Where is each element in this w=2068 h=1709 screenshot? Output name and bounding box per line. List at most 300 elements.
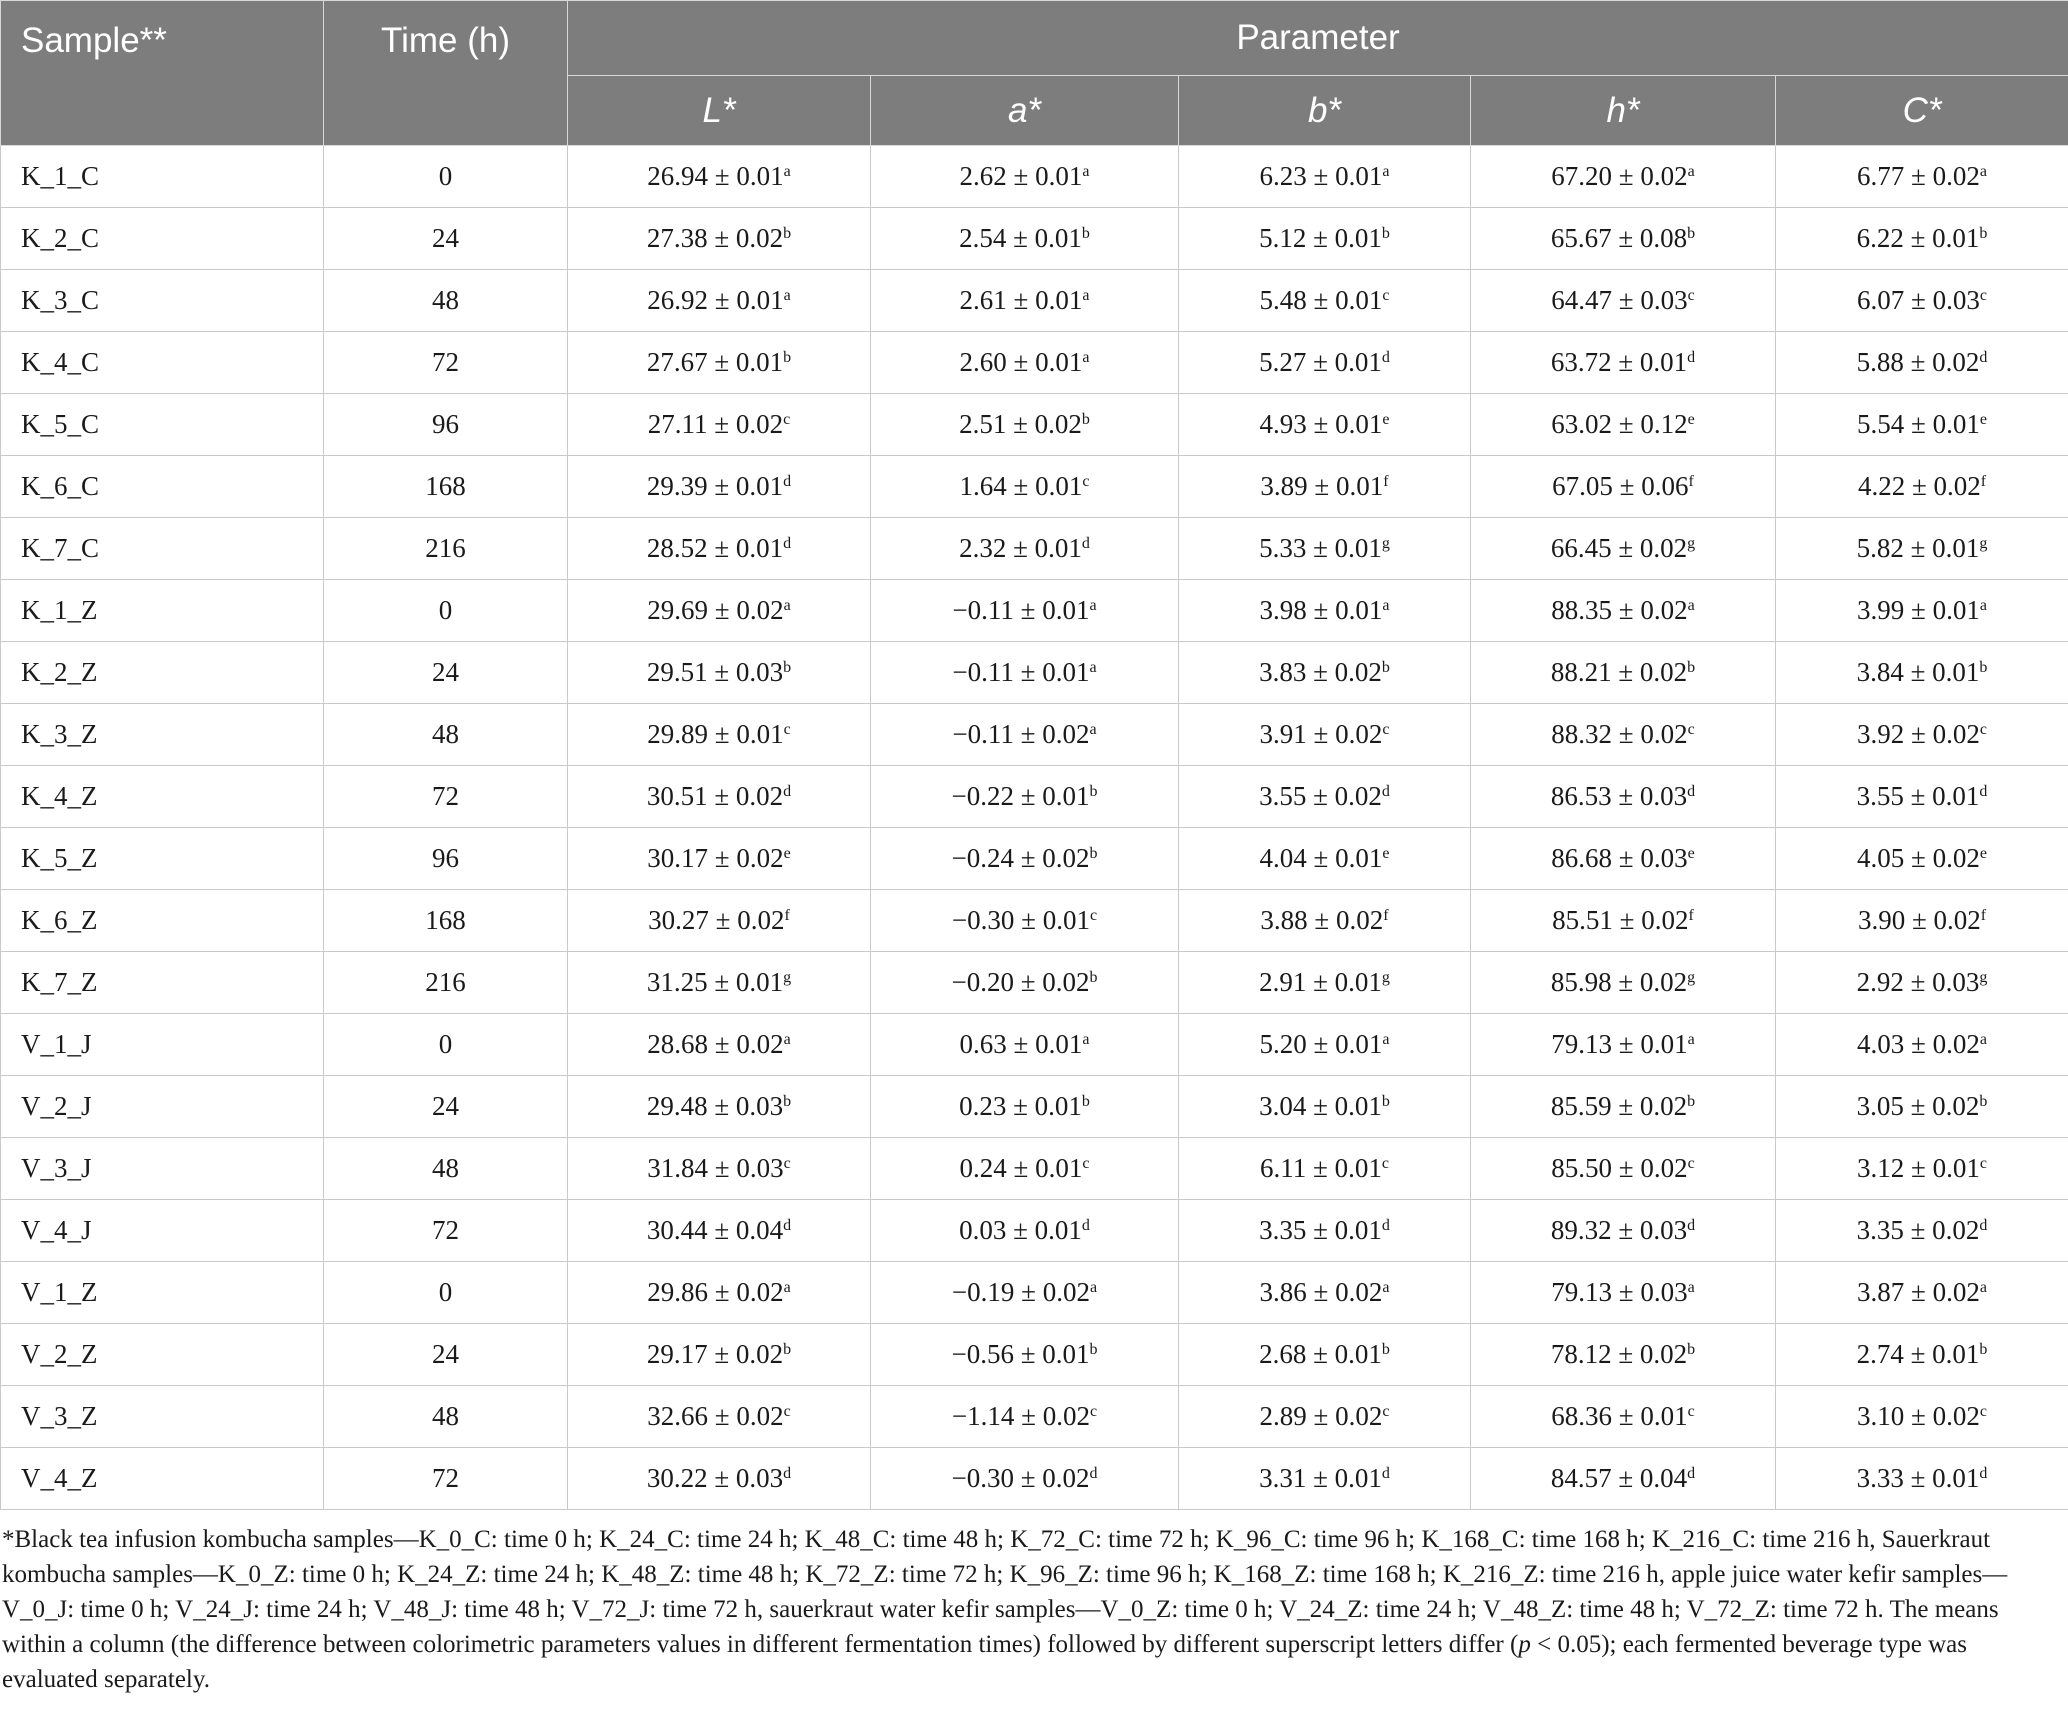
value-cell-a (871, 1014, 1179, 1076)
value-cell-h (1471, 1014, 1776, 1076)
value-text: 3.04 ± 0.01 (1259, 1091, 1382, 1121)
parameter-header-L: L* (568, 76, 871, 146)
value-cell-h (1471, 1076, 1776, 1138)
value-text: 67.05 ± 0.06 (1552, 471, 1689, 501)
significance-letter: d (1687, 1217, 1696, 1234)
table-row (1, 456, 2068, 518)
value-cell-b (1179, 952, 1471, 1014)
time-cell: 72 (324, 1448, 568, 1510)
footnote-p-symbol: p (1518, 1631, 1531, 1658)
value-text: −0.30 ± 0.02 (951, 1463, 1090, 1493)
value-text: 3.35 ± 0.01 (1259, 1215, 1382, 1245)
value-text: 63.02 ± 0.12 (1551, 409, 1688, 439)
value-cell-L (568, 1200, 871, 1262)
significance-letter: b (1687, 659, 1696, 676)
sample-cell: K_6_C (1, 456, 324, 518)
value-cell-a (871, 1324, 1179, 1386)
value-text: 29.48 ± 0.03 (646, 1091, 784, 1121)
sample-cell: V_2_J (1, 1076, 324, 1138)
value-cell-L (568, 1262, 871, 1324)
value-cell-C (1776, 456, 2068, 518)
significance-letter: b (1381, 225, 1390, 242)
value-text: 31.84 ± 0.03 (647, 1153, 784, 1183)
value-cell-b (1179, 1386, 1471, 1448)
value-cell-h (1471, 394, 1776, 456)
value-cell-b (1179, 766, 1471, 828)
significance-letter: g (1381, 535, 1390, 552)
value-text: 2.32 ± 0.01 (959, 533, 1082, 563)
value-cell-h (1471, 642, 1776, 704)
sample-cell: V_3_J (1, 1138, 324, 1200)
value-cell-C (1776, 704, 2068, 766)
value-cell-h (1471, 1262, 1776, 1324)
value-text: 86.68 ± 0.03 (1551, 843, 1688, 873)
value-cell-b (1179, 456, 1471, 518)
table-row (1, 580, 2068, 642)
value-text: 29.86 ± 0.02 (647, 1277, 784, 1307)
value-cell-h (1471, 704, 1776, 766)
value-cell-a (871, 952, 1179, 1014)
table-row (1, 1262, 2068, 1324)
significance-letter: a (783, 163, 791, 180)
parameter-header-C: C* (1776, 76, 2068, 146)
value-cell-b (1179, 1076, 1471, 1138)
significance-letter: c (1979, 1403, 1987, 1420)
significance-letter: g (1979, 969, 1988, 986)
value-text: 30.44 ± 0.04 (646, 1215, 784, 1245)
value-text: 2.92 ± 0.03 (1856, 967, 1980, 997)
sample-cell: K_3_C (1, 270, 324, 332)
value-text: 30.22 ± 0.03 (646, 1463, 784, 1493)
value-text: 2.89 ± 0.02 (1259, 1401, 1383, 1431)
value-text: 4.03 ± 0.02 (1857, 1029, 1980, 1059)
value-cell-L (568, 1448, 871, 1510)
value-cell-C (1776, 952, 2068, 1014)
significance-letter: c (783, 1155, 791, 1172)
value-cell-L (568, 580, 871, 642)
value-cell-a (871, 146, 1179, 208)
significance-letter: d (1687, 1465, 1696, 1482)
value-cell-L (568, 890, 871, 952)
sample-cell: K_7_Z (1, 952, 324, 1014)
parameter-group-header: Parameter (568, 1, 2068, 76)
significance-letter: b (783, 1341, 792, 1358)
time-cell: 216 (324, 518, 568, 580)
value-text: 3.88 ± 0.02 (1260, 905, 1384, 935)
significance-letter: a (783, 1279, 791, 1296)
significance-letter: f (1980, 907, 1987, 924)
value-text: 3.87 ± 0.02 (1857, 1277, 1980, 1307)
value-cell-C (1776, 394, 2068, 456)
time-cell: 48 (324, 704, 568, 766)
significance-letter: e (1382, 845, 1390, 862)
value-cell-a (871, 1200, 1179, 1262)
value-text: 0.63 ± 0.01 (959, 1029, 1083, 1059)
value-text: 26.92 ± 0.01 (647, 285, 784, 315)
significance-letter: c (1082, 1155, 1090, 1172)
time-cell: 0 (324, 1262, 568, 1324)
value-cell-L (568, 1324, 871, 1386)
significance-letter: b (1381, 659, 1390, 676)
significance-letter: c (1382, 287, 1390, 304)
value-text: 3.90 ± 0.02 (1857, 905, 1981, 935)
table-row (1, 642, 2068, 704)
time-cell: 48 (324, 270, 568, 332)
value-text: 29.69 ± 0.02 (647, 595, 784, 625)
value-text: 3.91 ± 0.02 (1259, 719, 1383, 749)
value-cell-b (1179, 1324, 1471, 1386)
significance-letter: b (1979, 1093, 1988, 1110)
value-cell-C (1776, 1138, 2068, 1200)
value-cell-b (1179, 332, 1471, 394)
value-cell-h (1471, 456, 1776, 518)
significance-letter: d (1081, 1217, 1090, 1234)
value-text: 3.31 ± 0.01 (1259, 1463, 1382, 1493)
value-text: −0.22 ± 0.01 (951, 781, 1090, 811)
value-cell-C (1776, 1014, 2068, 1076)
significance-letter: a (1089, 1279, 1098, 1296)
significance-letter: a (783, 1031, 791, 1048)
significance-letter: b (783, 349, 792, 366)
value-text: 5.48 ± 0.01 (1259, 285, 1383, 315)
sample-column-header: Sample** (1, 1, 324, 146)
time-cell: 72 (324, 766, 568, 828)
value-text: 85.50 ± 0.02 (1551, 1153, 1688, 1183)
value-text: 6.07 ± 0.03 (1857, 285, 1980, 315)
value-text: 3.84 ± 0.01 (1856, 657, 1980, 687)
significance-letter: a (1687, 597, 1695, 614)
value-text: 89.32 ± 0.03 (1550, 1215, 1688, 1245)
value-text: 29.39 ± 0.01 (646, 471, 784, 501)
time-cell: 48 (324, 1138, 568, 1200)
value-text: 63.72 ± 0.01 (1550, 347, 1688, 377)
value-text: 0.24 ± 0.01 (959, 1153, 1083, 1183)
value-cell-h (1471, 1324, 1776, 1386)
significance-letter: a (783, 287, 791, 304)
significance-letter: b (783, 225, 792, 242)
significance-letter: d (1081, 535, 1090, 552)
value-cell-a (871, 580, 1179, 642)
value-cell-b (1179, 580, 1471, 642)
value-cell-h (1471, 1138, 1776, 1200)
value-text: −0.11 ± 0.01 (952, 595, 1090, 625)
value-cell-C (1776, 332, 2068, 394)
significance-letter: e (1687, 845, 1695, 862)
value-text: 2.74 ± 0.01 (1856, 1339, 1980, 1369)
significance-letter: a (1089, 597, 1097, 614)
significance-letter: c (1382, 721, 1390, 738)
significance-letter: d (783, 1217, 792, 1234)
sample-cell: V_1_J (1, 1014, 324, 1076)
value-cell-L (568, 828, 871, 890)
significance-letter: d (783, 783, 792, 800)
table-row (1, 1200, 2068, 1262)
value-text: 88.21 ± 0.02 (1550, 657, 1688, 687)
value-cell-a (871, 1076, 1179, 1138)
value-text: 3.92 ± 0.02 (1857, 719, 1980, 749)
value-text: 0.23 ± 0.01 (959, 1091, 1082, 1121)
value-cell-C (1776, 642, 2068, 704)
value-text: 26.94 ± 0.01 (647, 161, 784, 191)
value-cell-L (568, 208, 871, 270)
significance-letter: c (783, 721, 791, 738)
significance-letter: d (1979, 1217, 1988, 1234)
value-text: 67.20 ± 0.02 (1551, 161, 1688, 191)
table-row (1, 890, 2068, 952)
table-row (1, 146, 2068, 208)
value-text: 6.22 ± 0.01 (1856, 223, 1980, 253)
significance-letter: g (1687, 535, 1696, 552)
value-cell-h (1471, 518, 1776, 580)
sample-cell: V_2_Z (1, 1324, 324, 1386)
significance-letter: a (1082, 287, 1090, 304)
value-text: 28.68 ± 0.02 (647, 1029, 784, 1059)
value-text: 3.55 ± 0.02 (1259, 781, 1382, 811)
value-cell-b (1179, 828, 1471, 890)
value-cell-a (871, 642, 1179, 704)
significance-letter: c (1089, 1403, 1098, 1420)
significance-letter: b (1687, 1341, 1696, 1358)
parameter-header-h: h* (1471, 76, 1776, 146)
significance-letter: e (1979, 411, 1987, 428)
value-text: 5.54 ± 0.01 (1857, 409, 1980, 439)
significance-letter: c (1382, 1403, 1390, 1420)
value-cell-L (568, 1014, 871, 1076)
significance-letter: d (783, 473, 792, 490)
value-cell-h (1471, 1200, 1776, 1262)
value-cell-L (568, 270, 871, 332)
sample-cell: K_4_Z (1, 766, 324, 828)
value-cell-a (871, 1262, 1179, 1324)
significance-letter: f (1980, 473, 1987, 490)
value-cell-C (1776, 1262, 2068, 1324)
significance-letter: b (783, 1093, 792, 1110)
time-cell: 24 (324, 1324, 568, 1386)
value-cell-b (1179, 208, 1471, 270)
significance-letter: g (1979, 535, 1988, 552)
value-text: 3.35 ± 0.02 (1856, 1215, 1980, 1245)
value-text: −0.56 ± 0.01 (951, 1339, 1090, 1369)
time-column-header: Time (h) (324, 1, 568, 146)
value-text: 30.51 ± 0.02 (646, 781, 784, 811)
table-row (1, 828, 2068, 890)
value-cell-h (1471, 890, 1776, 952)
value-cell-L (568, 642, 871, 704)
significance-letter: b (1687, 1093, 1696, 1110)
table-footnote (2, 1522, 2064, 1697)
significance-letter: a (1382, 163, 1390, 180)
value-text: 5.20 ± 0.01 (1259, 1029, 1383, 1059)
time-cell: 96 (324, 394, 568, 456)
significance-letter: f (1688, 907, 1694, 924)
value-text: −0.20 ± 0.02 (951, 967, 1090, 997)
significance-letter: d (783, 535, 792, 552)
value-cell-h (1471, 1448, 1776, 1510)
significance-letter: a (1687, 1031, 1695, 1048)
significance-letter: c (1687, 721, 1695, 738)
value-cell-h (1471, 208, 1776, 270)
value-text: 3.12 ± 0.01 (1857, 1153, 1980, 1183)
time-cell: 48 (324, 1386, 568, 1448)
parameter-header-a: a* (871, 76, 1179, 146)
significance-letter: b (1089, 845, 1098, 862)
value-text: 5.27 ± 0.01 (1259, 347, 1382, 377)
value-text: 3.99 ± 0.01 (1857, 595, 1980, 625)
value-text: −0.11 ± 0.02 (952, 719, 1090, 749)
sample-cell: K_2_Z (1, 642, 324, 704)
value-cell-a (871, 518, 1179, 580)
value-text: 88.35 ± 0.02 (1551, 595, 1688, 625)
value-text: 2.91 ± 0.01 (1259, 967, 1382, 997)
value-cell-b (1179, 704, 1471, 766)
value-cell-C (1776, 146, 2068, 208)
sample-cell: K_4_C (1, 332, 324, 394)
significance-letter: d (1979, 783, 1988, 800)
sample-cell: K_5_C (1, 394, 324, 456)
significance-letter: c (1979, 287, 1987, 304)
value-text: −0.24 ± 0.02 (951, 843, 1090, 873)
significance-letter: a (1687, 163, 1695, 180)
value-text: 5.12 ± 0.01 (1259, 223, 1382, 253)
parameter-header-b: b* (1179, 76, 1471, 146)
value-text: 27.11 ± 0.02 (647, 409, 784, 439)
value-text: 28.52 ± 0.01 (646, 533, 784, 563)
value-cell-C (1776, 270, 2068, 332)
time-cell: 0 (324, 146, 568, 208)
value-cell-a (871, 1138, 1179, 1200)
time-cell: 72 (324, 332, 568, 394)
significance-letter: b (1381, 1093, 1390, 1110)
value-text: 86.53 ± 0.03 (1550, 781, 1688, 811)
value-cell-L (568, 704, 871, 766)
value-text: 3.55 ± 0.01 (1856, 781, 1980, 811)
significance-letter: a (1979, 1279, 1987, 1296)
value-text: 2.60 ± 0.01 (959, 347, 1083, 377)
footnote-text-end: < 0.05); each fermented beverage type was evaluated separately. (2, 1631, 1967, 1693)
value-cell-a (871, 704, 1179, 766)
value-text: 78.12 ± 0.02 (1550, 1339, 1688, 1369)
value-text: 6.77 ± 0.02 (1857, 161, 1980, 191)
significance-letter: f (784, 907, 790, 924)
significance-letter: b (1081, 225, 1090, 242)
value-cell-b (1179, 1448, 1471, 1510)
time-cell: 0 (324, 1014, 568, 1076)
table-row (1, 1014, 2068, 1076)
value-cell-h (1471, 952, 1776, 1014)
sample-cell: V_3_Z (1, 1386, 324, 1448)
value-cell-a (871, 828, 1179, 890)
value-text: 31.25 ± 0.01 (646, 967, 784, 997)
value-cell-b (1179, 1262, 1471, 1324)
value-cell-L (568, 146, 871, 208)
value-cell-b (1179, 1014, 1471, 1076)
value-cell-h (1471, 270, 1776, 332)
value-text: 5.82 ± 0.01 (1856, 533, 1980, 563)
significance-letter: d (783, 1465, 792, 1482)
value-cell-C (1776, 1324, 2068, 1386)
significance-letter: d (1687, 349, 1696, 366)
value-text: 30.27 ± 0.02 (648, 905, 785, 935)
value-cell-b (1179, 1138, 1471, 1200)
value-cell-C (1776, 518, 2068, 580)
value-text: 3.86 ± 0.02 (1259, 1277, 1383, 1307)
value-cell-L (568, 456, 871, 518)
table-row (1, 1324, 2068, 1386)
significance-letter: b (1381, 1341, 1390, 1358)
value-cell-b (1179, 1200, 1471, 1262)
value-cell-h (1471, 332, 1776, 394)
significance-letter: f (1688, 473, 1694, 490)
value-cell-b (1179, 890, 1471, 952)
significance-letter: c (1979, 1155, 1987, 1172)
table-row (1, 1386, 2068, 1448)
value-text: 6.11 ± 0.01 (1260, 1153, 1382, 1183)
significance-letter: a (1082, 163, 1090, 180)
value-text: 85.59 ± 0.02 (1550, 1091, 1688, 1121)
table-body (1, 146, 2068, 1510)
significance-letter: d (1381, 1465, 1390, 1482)
significance-letter: c (1082, 473, 1090, 490)
value-text: 3.83 ± 0.02 (1259, 657, 1382, 687)
significance-letter: a (1979, 597, 1987, 614)
time-cell: 24 (324, 208, 568, 270)
value-text: 1.64 ± 0.01 (959, 471, 1083, 501)
significance-letter: f (1383, 907, 1389, 924)
significance-letter: f (1383, 473, 1389, 490)
significance-letter: c (1687, 287, 1695, 304)
sample-cell: V_4_Z (1, 1448, 324, 1510)
value-text: 4.05 ± 0.02 (1857, 843, 1980, 873)
significance-letter: g (1381, 969, 1390, 986)
significance-letter: b (1687, 225, 1696, 242)
value-cell-h (1471, 766, 1776, 828)
significance-letter: d (1979, 349, 1988, 366)
time-cell: 0 (324, 580, 568, 642)
value-text: 3.98 ± 0.01 (1259, 595, 1383, 625)
value-cell-a (871, 890, 1179, 952)
value-text: −1.14 ± 0.02 (951, 1401, 1090, 1431)
value-text: 3.05 ± 0.02 (1856, 1091, 1980, 1121)
value-cell-C (1776, 580, 2068, 642)
value-cell-a (871, 394, 1179, 456)
value-cell-a (871, 332, 1179, 394)
value-cell-C (1776, 208, 2068, 270)
value-text: 79.13 ± 0.03 (1551, 1277, 1688, 1307)
value-cell-L (568, 1386, 871, 1448)
value-text: 27.38 ± 0.02 (646, 223, 784, 253)
value-text: 2.54 ± 0.01 (959, 223, 1082, 253)
significance-letter: a (1382, 1279, 1390, 1296)
value-text: 79.13 ± 0.01 (1551, 1029, 1688, 1059)
table-row (1, 394, 2068, 456)
value-text: 68.36 ± 0.01 (1551, 1401, 1688, 1431)
significance-letter: c (783, 1403, 791, 1420)
significance-letter: b (1089, 783, 1098, 800)
value-text: 64.47 ± 0.03 (1551, 285, 1688, 315)
significance-letter: d (1687, 783, 1696, 800)
table-row (1, 952, 2068, 1014)
value-text: 85.51 ± 0.02 (1552, 905, 1689, 935)
value-cell-C (1776, 1448, 2068, 1510)
value-cell-b (1179, 394, 1471, 456)
value-text: 2.51 ± 0.02 (959, 409, 1082, 439)
sample-cell: V_4_J (1, 1200, 324, 1262)
time-cell: 168 (324, 890, 568, 952)
value-cell-a (871, 1448, 1179, 1510)
time-cell: 216 (324, 952, 568, 1014)
significance-letter: a (783, 597, 791, 614)
time-cell: 24 (324, 1076, 568, 1138)
